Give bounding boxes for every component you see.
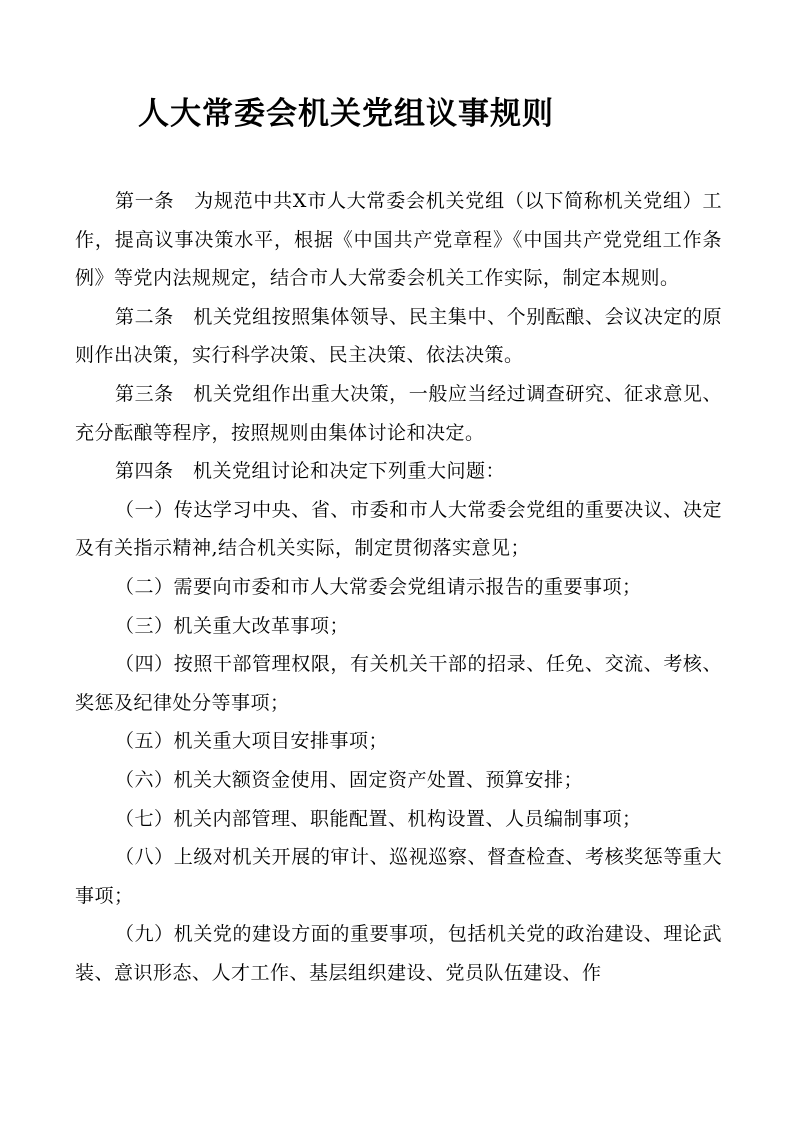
article-4-paragraph: 第四条 机关党组讨论和决定下列重大问题： [115,460,506,483]
list-item-7: （七）机关内部管理、职能配置、机构设置、人员编制事项； [115,807,642,830]
list-item-2: （二）需要向市委和市人大常委会党组请示报告的重要事项； [115,575,642,598]
list-item-5: （五）机关重大项目安排事项； [115,730,389,753]
list-item-1: （一）传达学习中央、省、市委和市人大常委会党组的重要决议、决定及有关指示精神,结合机关实际，制定贯彻落实意见； [75,498,722,560]
list-item-6: （六）机关大额资金使用、固定资产处置、预算安排； [115,768,584,791]
article-1-paragraph: 第一条 为规范中共X市人大常委会机关党组（以下简称机关党组）工作，提高议事决策水平，根据《中国共产党章程》《中国共产党党组工作条例》等党内法规规定，结合市人大常委会机关工作实际，制定本规则。 [75,190,722,290]
article-2-paragraph: 第二条 机关党组按照集体领导、民主集中、个别酝酿、会议决定的原则作出决策，实行科学决策、民主决策、依法决策。 [75,305,722,367]
document-title: 人大常委会机关党组议事规则 [138,96,554,132]
document-body [75,182,722,992]
article-3-paragraph: 第三条 机关党组作出重大决策，一般应当经过调查研究、征求意见、充分酝酿等程序，按照规则由集体讨论和决定。 [75,382,722,444]
list-item-9: （九）机关党的建设方面的重要事项，包括机关党的政治建设、理论武装、意识形态、人才工作、基层组织建设、党员队伍建设、作 [75,923,722,984]
list-item-8: （八）上级对机关开展的审计、巡视巡察、督查检查、考核奖惩等重大事项； [75,846,722,907]
list-item-4: （四）按照干部管理权限，有关机关干部的招录、任免、交流、考核、奖惩及纪律处分等事项； [75,653,722,714]
list-item-3: （三）机关重大改革事项； [115,614,350,637]
